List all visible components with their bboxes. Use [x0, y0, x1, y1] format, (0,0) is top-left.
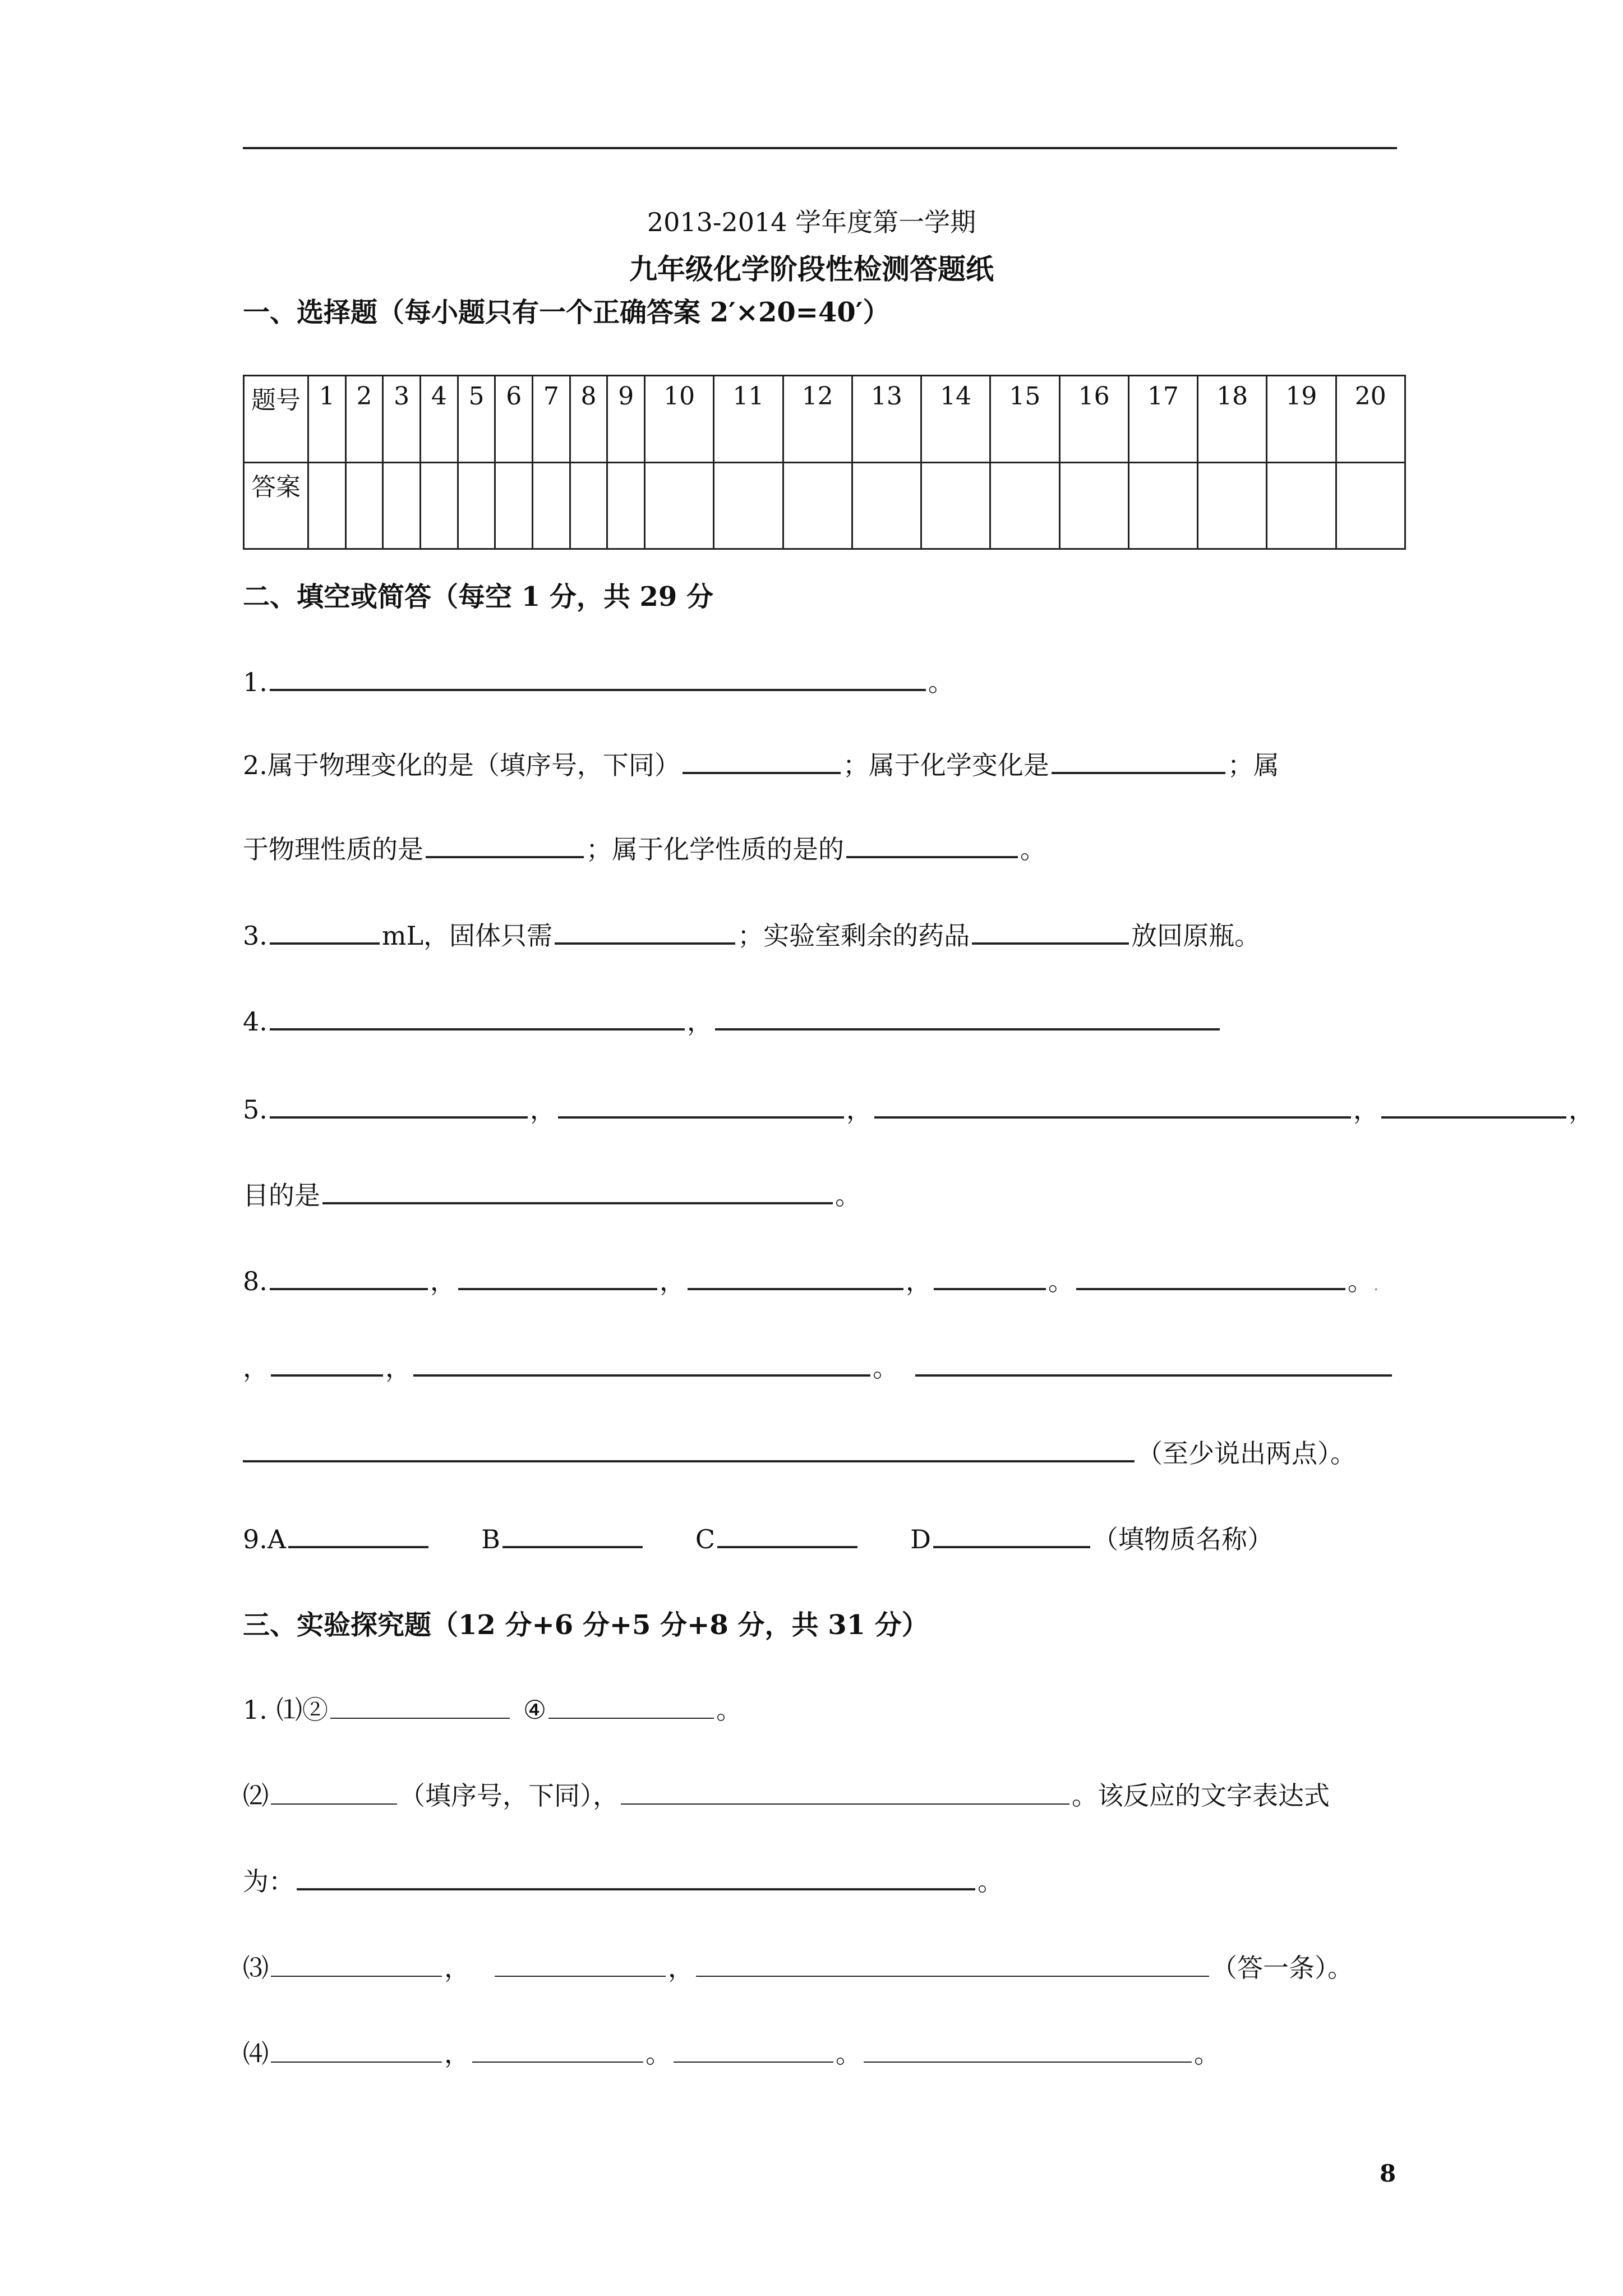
q5-sep-2: ， — [846, 1094, 872, 1125]
p1-end: 。 — [716, 1695, 743, 1725]
p2-text-c: 为： — [243, 1866, 294, 1897]
q5-blank-2[interactable] — [558, 1094, 844, 1119]
answer-cell[interactable] — [570, 462, 607, 549]
answer-cell[interactable] — [990, 462, 1059, 549]
q2-text-f: 。 — [1020, 834, 1046, 864]
section1-heading: 一、选择题（每小题只有一个正确答案 2′×20=40′） — [243, 297, 890, 328]
p2-text-a: （填序号，下同）， — [399, 1780, 619, 1811]
q5-sep-1: ， — [529, 1094, 556, 1125]
q5-sep-3: ， — [1353, 1094, 1379, 1125]
answer-cell[interactable] — [921, 462, 990, 549]
q5-blank-4[interactable] — [1381, 1094, 1566, 1119]
q1-end: 。 — [928, 667, 954, 697]
answer-cell[interactable] — [421, 462, 458, 549]
p3-row — [243, 1948, 1353, 1985]
page-number: 8 — [1380, 2160, 1396, 2187]
q4-blank-2[interactable] — [715, 1006, 1220, 1030]
question-number: 8 — [570, 376, 607, 463]
q9-blank-a[interactable] — [288, 1524, 428, 1548]
p1-blank-2[interactable] — [330, 1695, 510, 1719]
q9-blank-c[interactable] — [717, 1524, 857, 1548]
answer-cell[interactable] — [714, 462, 783, 549]
p2-end: 。 — [978, 1866, 1003, 1897]
q2-blank-physical-property[interactable] — [426, 834, 584, 858]
p3-blank-2[interactable] — [495, 1953, 666, 1977]
table-row-numbers — [244, 376, 1405, 463]
p4-period-2: 。 — [836, 2039, 861, 2069]
q5-sep-4: ， — [1568, 1094, 1594, 1125]
question-number: 12 — [783, 376, 852, 463]
q1-number: 1. — [243, 667, 268, 697]
q8-tail-mark: . — [1373, 1275, 1379, 1295]
q8-row3 — [243, 1433, 1356, 1470]
question-number: 2 — [345, 376, 383, 463]
q3-blank-solid[interactable] — [555, 920, 735, 945]
p3-sep-2: ， — [668, 1953, 694, 1983]
q5-row2 — [243, 1175, 861, 1212]
p2-row1 — [243, 1775, 1330, 1812]
q2-blank-chemical-change[interactable] — [1052, 749, 1225, 774]
answer-cell[interactable] — [1198, 462, 1267, 549]
q4-number: 4. — [243, 1006, 268, 1037]
question-number: 11 — [714, 376, 783, 463]
q2-row1 — [243, 745, 1279, 782]
q2-text-c: ；属 — [1227, 750, 1279, 780]
q8-row2 — [243, 1347, 1394, 1384]
question-number: 13 — [852, 376, 921, 463]
answer-cell[interactable] — [1059, 462, 1128, 549]
q8-blank-5[interactable] — [1076, 1266, 1345, 1290]
q3-row — [243, 915, 1260, 953]
q3-text-c: 放回原瓶。 — [1131, 921, 1261, 951]
p4-blank-2[interactable] — [472, 2039, 643, 2063]
answer-cell[interactable] — [1267, 462, 1336, 549]
q9-blank-d[interactable] — [933, 1524, 1090, 1548]
answer-cell[interactable] — [783, 462, 852, 549]
p1-row — [243, 1690, 742, 1727]
section3-heading: 三、实验探究题（12 分+6 分+5 分+8 分，共 31 分） — [243, 1609, 929, 1641]
q3-blank-liquid[interactable] — [270, 920, 380, 945]
question-number: 14 — [921, 376, 990, 463]
q4-row — [243, 1001, 1222, 1038]
p2-blank-1[interactable] — [271, 1781, 397, 1805]
q2-blank-chemical-property[interactable] — [846, 834, 1018, 858]
p3-blank-1[interactable] — [271, 1953, 442, 1977]
q2-blank-physical-change[interactable] — [683, 749, 841, 774]
p4-sep: ， — [444, 2039, 470, 2069]
p4-row — [243, 2033, 1220, 2070]
q3-blank-remaining[interactable] — [972, 920, 1129, 945]
q3-text-b: ；实验室剩余的药品 — [737, 921, 970, 951]
page-title: 九年级化学阶段性检测答题纸 — [629, 252, 994, 286]
q1-blank[interactable] — [270, 666, 926, 691]
question-number: 20 — [1336, 376, 1405, 463]
p2-row2 — [243, 1861, 1003, 1898]
q8-blank-2[interactable] — [458, 1266, 657, 1290]
question-number: 6 — [495, 376, 533, 463]
answer-cell[interactable] — [383, 462, 421, 549]
answer-cell[interactable] — [645, 462, 714, 549]
question-number: 1 — [308, 376, 346, 463]
p2-number: ⑵ — [243, 1780, 269, 1811]
p1-number: 1. — [243, 1695, 268, 1725]
q5-number: 5. — [243, 1094, 268, 1125]
q9-label-c: C — [695, 1524, 716, 1554]
question-number: 9 — [607, 376, 645, 463]
p4-blank-4[interactable] — [864, 2039, 1192, 2063]
year-line: 2013-2014 学年度第一学期 — [647, 207, 976, 237]
question-number: 19 — [1267, 376, 1336, 463]
q8-blank-6[interactable] — [271, 1352, 383, 1377]
answer-cell[interactable] — [852, 462, 921, 549]
p4-blank-3[interactable] — [674, 2039, 833, 2063]
q8-blank-1[interactable] — [270, 1266, 428, 1290]
answer-cell[interactable] — [1128, 462, 1197, 549]
q3-number: 3. — [243, 921, 268, 951]
q9-label-a: 9.A — [243, 1524, 287, 1554]
answer-cell[interactable] — [458, 462, 495, 549]
p4-period-3: 。 — [1194, 2039, 1220, 2069]
q9-label-b: B — [481, 1524, 500, 1554]
q2-text-b: ；属于化学变化是 — [842, 750, 1049, 780]
q8-sep-3: ， — [905, 1266, 932, 1296]
q8-period-3: 。 — [873, 1352, 898, 1383]
q8-sep-1: ， — [430, 1266, 456, 1296]
p1-blank-4[interactable] — [548, 1695, 714, 1719]
q2-text-e: ；属于化学性质的是的 — [586, 834, 844, 864]
q9-row — [243, 1519, 1273, 1556]
q5-purpose-label: 目的是 — [243, 1180, 320, 1211]
answer-cell[interactable] — [607, 462, 645, 549]
row-label-answer: 答案 — [244, 462, 308, 549]
q5-blank-purpose[interactable] — [322, 1180, 833, 1204]
q1-row — [243, 662, 954, 699]
q2-row2 — [243, 829, 1046, 866]
p3-number: ⑶ — [243, 1953, 269, 1983]
q8-period-2: 。 — [1347, 1266, 1373, 1296]
q8-blank-8[interactable] — [915, 1352, 1392, 1377]
p2-blank-2[interactable] — [621, 1781, 1069, 1805]
p3-end: （答一条）。 — [1211, 1953, 1353, 1983]
p4-blank-1[interactable] — [271, 2039, 442, 2063]
q9-label-d: D — [910, 1524, 932, 1554]
p4-period-1: 。 — [645, 2039, 671, 2069]
question-number: 10 — [645, 376, 714, 463]
q5-end: 。 — [835, 1180, 861, 1211]
question-number: 18 — [1198, 376, 1267, 463]
q8-row1 — [243, 1261, 1378, 1298]
section2-heading: 二、填空或简答（每空 1 分，共 29 分 — [243, 581, 714, 613]
p3-sep-1: ， — [444, 1953, 470, 1983]
q2-text-a: 2.属于物理变化的是（填序号，下同） — [243, 750, 680, 780]
q3-text-a: mL，固体只需 — [381, 921, 553, 951]
row-label-number: 题号 — [244, 376, 308, 463]
question-number: 5 — [458, 376, 495, 463]
q8-number: 8. — [243, 1266, 268, 1296]
q9-end: （填物质名称） — [1092, 1524, 1274, 1554]
question-number: 4 — [421, 376, 458, 463]
p1-label-b: ④ — [523, 1695, 547, 1725]
question-number: 3 — [383, 376, 421, 463]
q8-sep-4: ， — [385, 1352, 411, 1383]
q5-blank-3[interactable] — [874, 1094, 1351, 1119]
q2-text-d: 于物理性质的是 — [243, 834, 423, 864]
q8-blank-9[interactable] — [243, 1438, 1135, 1462]
question-number: 15 — [990, 376, 1059, 463]
q8-sep-2: ， — [659, 1266, 685, 1296]
answer-table — [243, 375, 1406, 550]
p2-text-b: 。该反应的文字表达式 — [1072, 1780, 1330, 1811]
q8-period-1: 。 — [1048, 1266, 1074, 1296]
p2-blank-expression[interactable] — [297, 1866, 975, 1890]
p1-label-a: ⑴② — [276, 1695, 328, 1725]
answer-cell[interactable] — [1336, 462, 1405, 549]
answer-cell[interactable] — [495, 462, 533, 549]
question-number: 7 — [533, 376, 570, 463]
q8-blank-4[interactable] — [934, 1266, 1046, 1290]
q8-row3-end: （至少说出两点）。 — [1137, 1438, 1356, 1469]
answer-cell[interactable] — [308, 462, 346, 549]
q8-blank-3[interactable] — [688, 1266, 903, 1290]
top-rule — [243, 147, 1397, 149]
q5-row1 — [243, 1089, 1594, 1126]
p3-blank-3[interactable] — [696, 1953, 1209, 1977]
q9-blank-b[interactable] — [502, 1524, 643, 1548]
question-number: 16 — [1059, 376, 1128, 463]
q8-row2-start: ， — [243, 1352, 269, 1383]
q4-sep: ， — [686, 1006, 713, 1037]
q4-blank-1[interactable] — [270, 1006, 685, 1030]
table-row-answers — [244, 462, 1405, 549]
answer-cell[interactable] — [533, 462, 570, 549]
answer-cell[interactable] — [345, 462, 383, 549]
p4-number: ⑷ — [243, 2039, 269, 2069]
q5-blank-1[interactable] — [270, 1094, 528, 1119]
q8-blank-7[interactable] — [413, 1352, 870, 1377]
question-number: 17 — [1128, 376, 1197, 463]
